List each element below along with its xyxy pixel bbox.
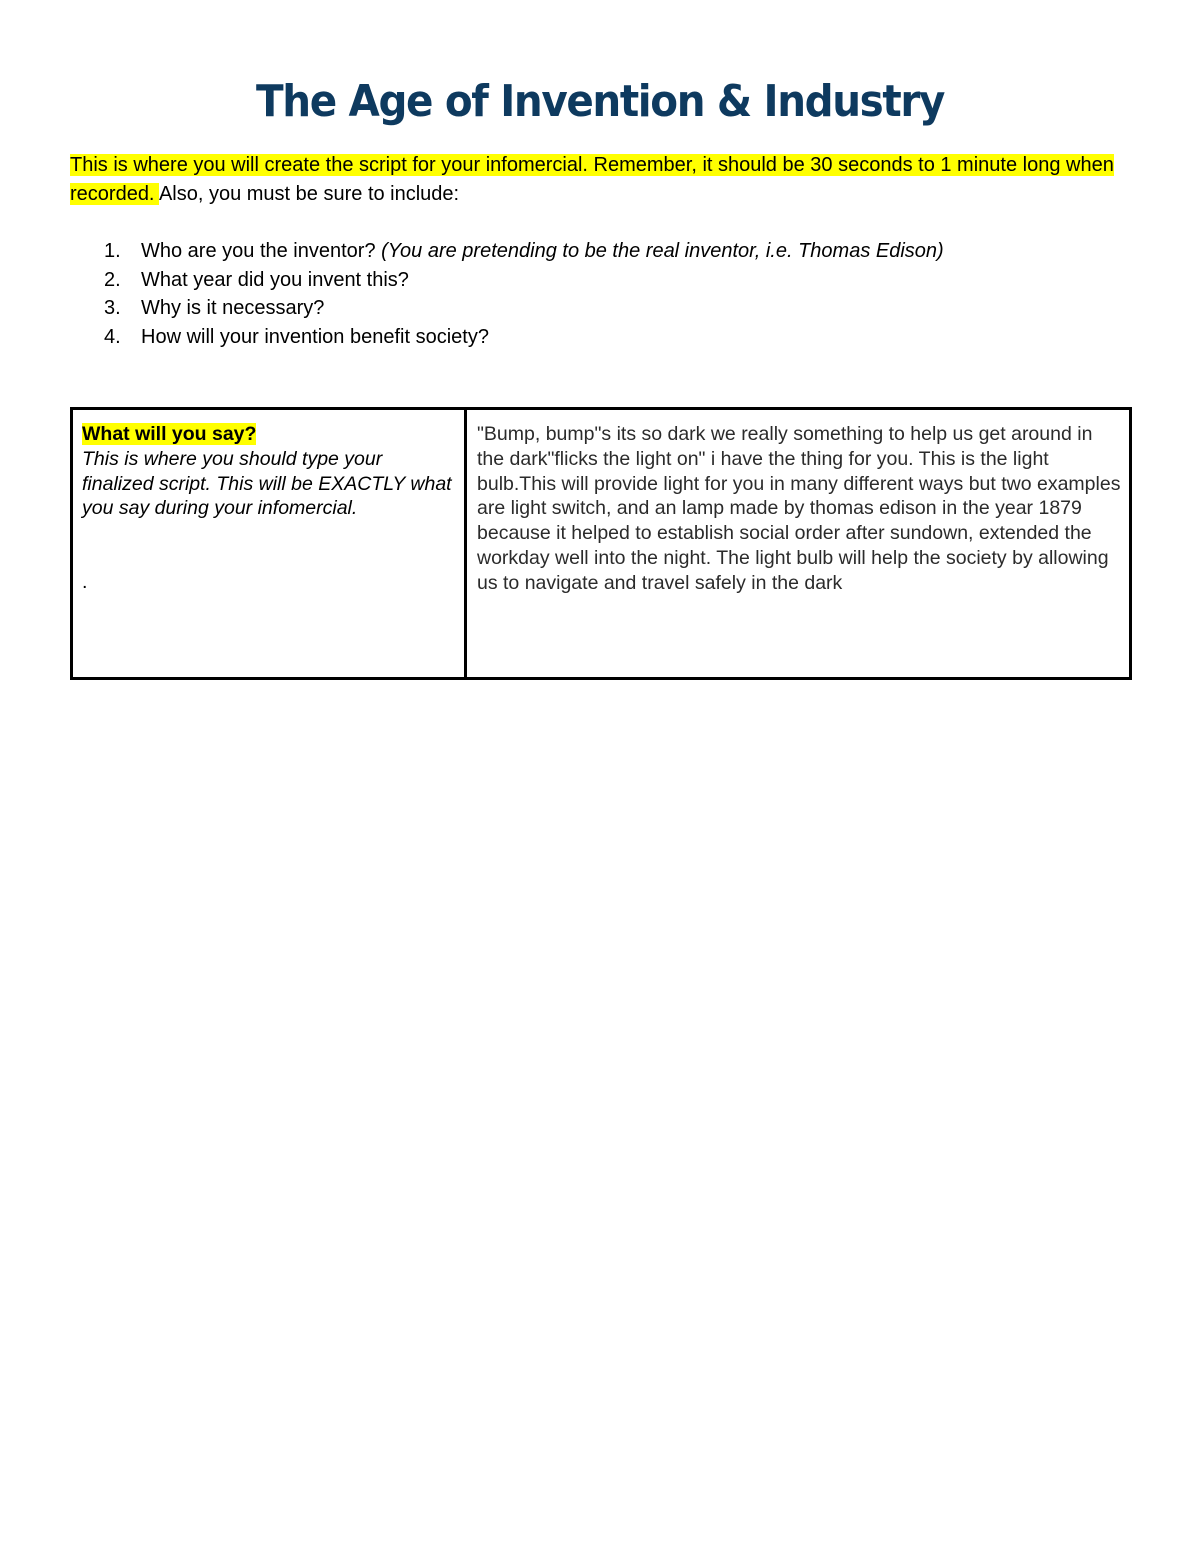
list-item-text: Who are you the inventor? (You are pretending to be the real inventor, i.e. Thomas Edison)	[141, 240, 944, 262]
list-item-number: 2.	[104, 268, 121, 291]
prompt-cell	[73, 410, 467, 677]
prompt-dot: .	[82, 571, 88, 594]
list-item	[104, 294, 944, 323]
highlighted-instructions: This is where you will create the script for your infomercial. Remember, it should be 30 seconds to 1 minute long when recorded.	[70, 154, 1114, 205]
list-item-text: Why is it necessary?	[141, 297, 325, 319]
requirements-list	[104, 237, 944, 351]
list-item-number: 1.	[104, 240, 121, 262]
instructions-paragraph	[70, 151, 1140, 208]
instructions-tail: Also, you must be sure to include:	[158, 182, 460, 205]
answer-cell[interactable]	[467, 410, 1129, 677]
prompt-heading: What will you say?	[82, 423, 257, 445]
list-item-number: 4.	[104, 325, 121, 348]
prompt-instructions: This is where you should type your finalized script. This will be EXACTLY what you say during your infomercial.	[82, 447, 452, 520]
list-item	[104, 266, 944, 295]
page-title: The Age of Invention & Industry	[256, 76, 944, 127]
list-item-number: 3.	[104, 297, 121, 319]
script-table	[70, 407, 1132, 680]
list-item	[104, 323, 944, 352]
script-answer-text[interactable]: "Bump, bump"s its so dark we really something to help us get around in the dark"flicks the light on" i have the thing for you. This is the light bulb.This will provide light for you in many different ways but two examples are light switch, and an lamp made by thomas edison in the year 1879 because it helped to establish social order after sundown, extended the workday well into the night. The light bulb will help the society by allowing us to navigate and travel safely in the dark	[477, 423, 1121, 594]
list-item-note: (You are pretending to be the real inventor, i.e. Thomas Edison)	[381, 240, 944, 262]
list-item-text: What year did you invent this?	[141, 268, 409, 291]
list-item	[104, 237, 944, 266]
list-item-text: How will your invention benefit society?	[141, 325, 489, 348]
